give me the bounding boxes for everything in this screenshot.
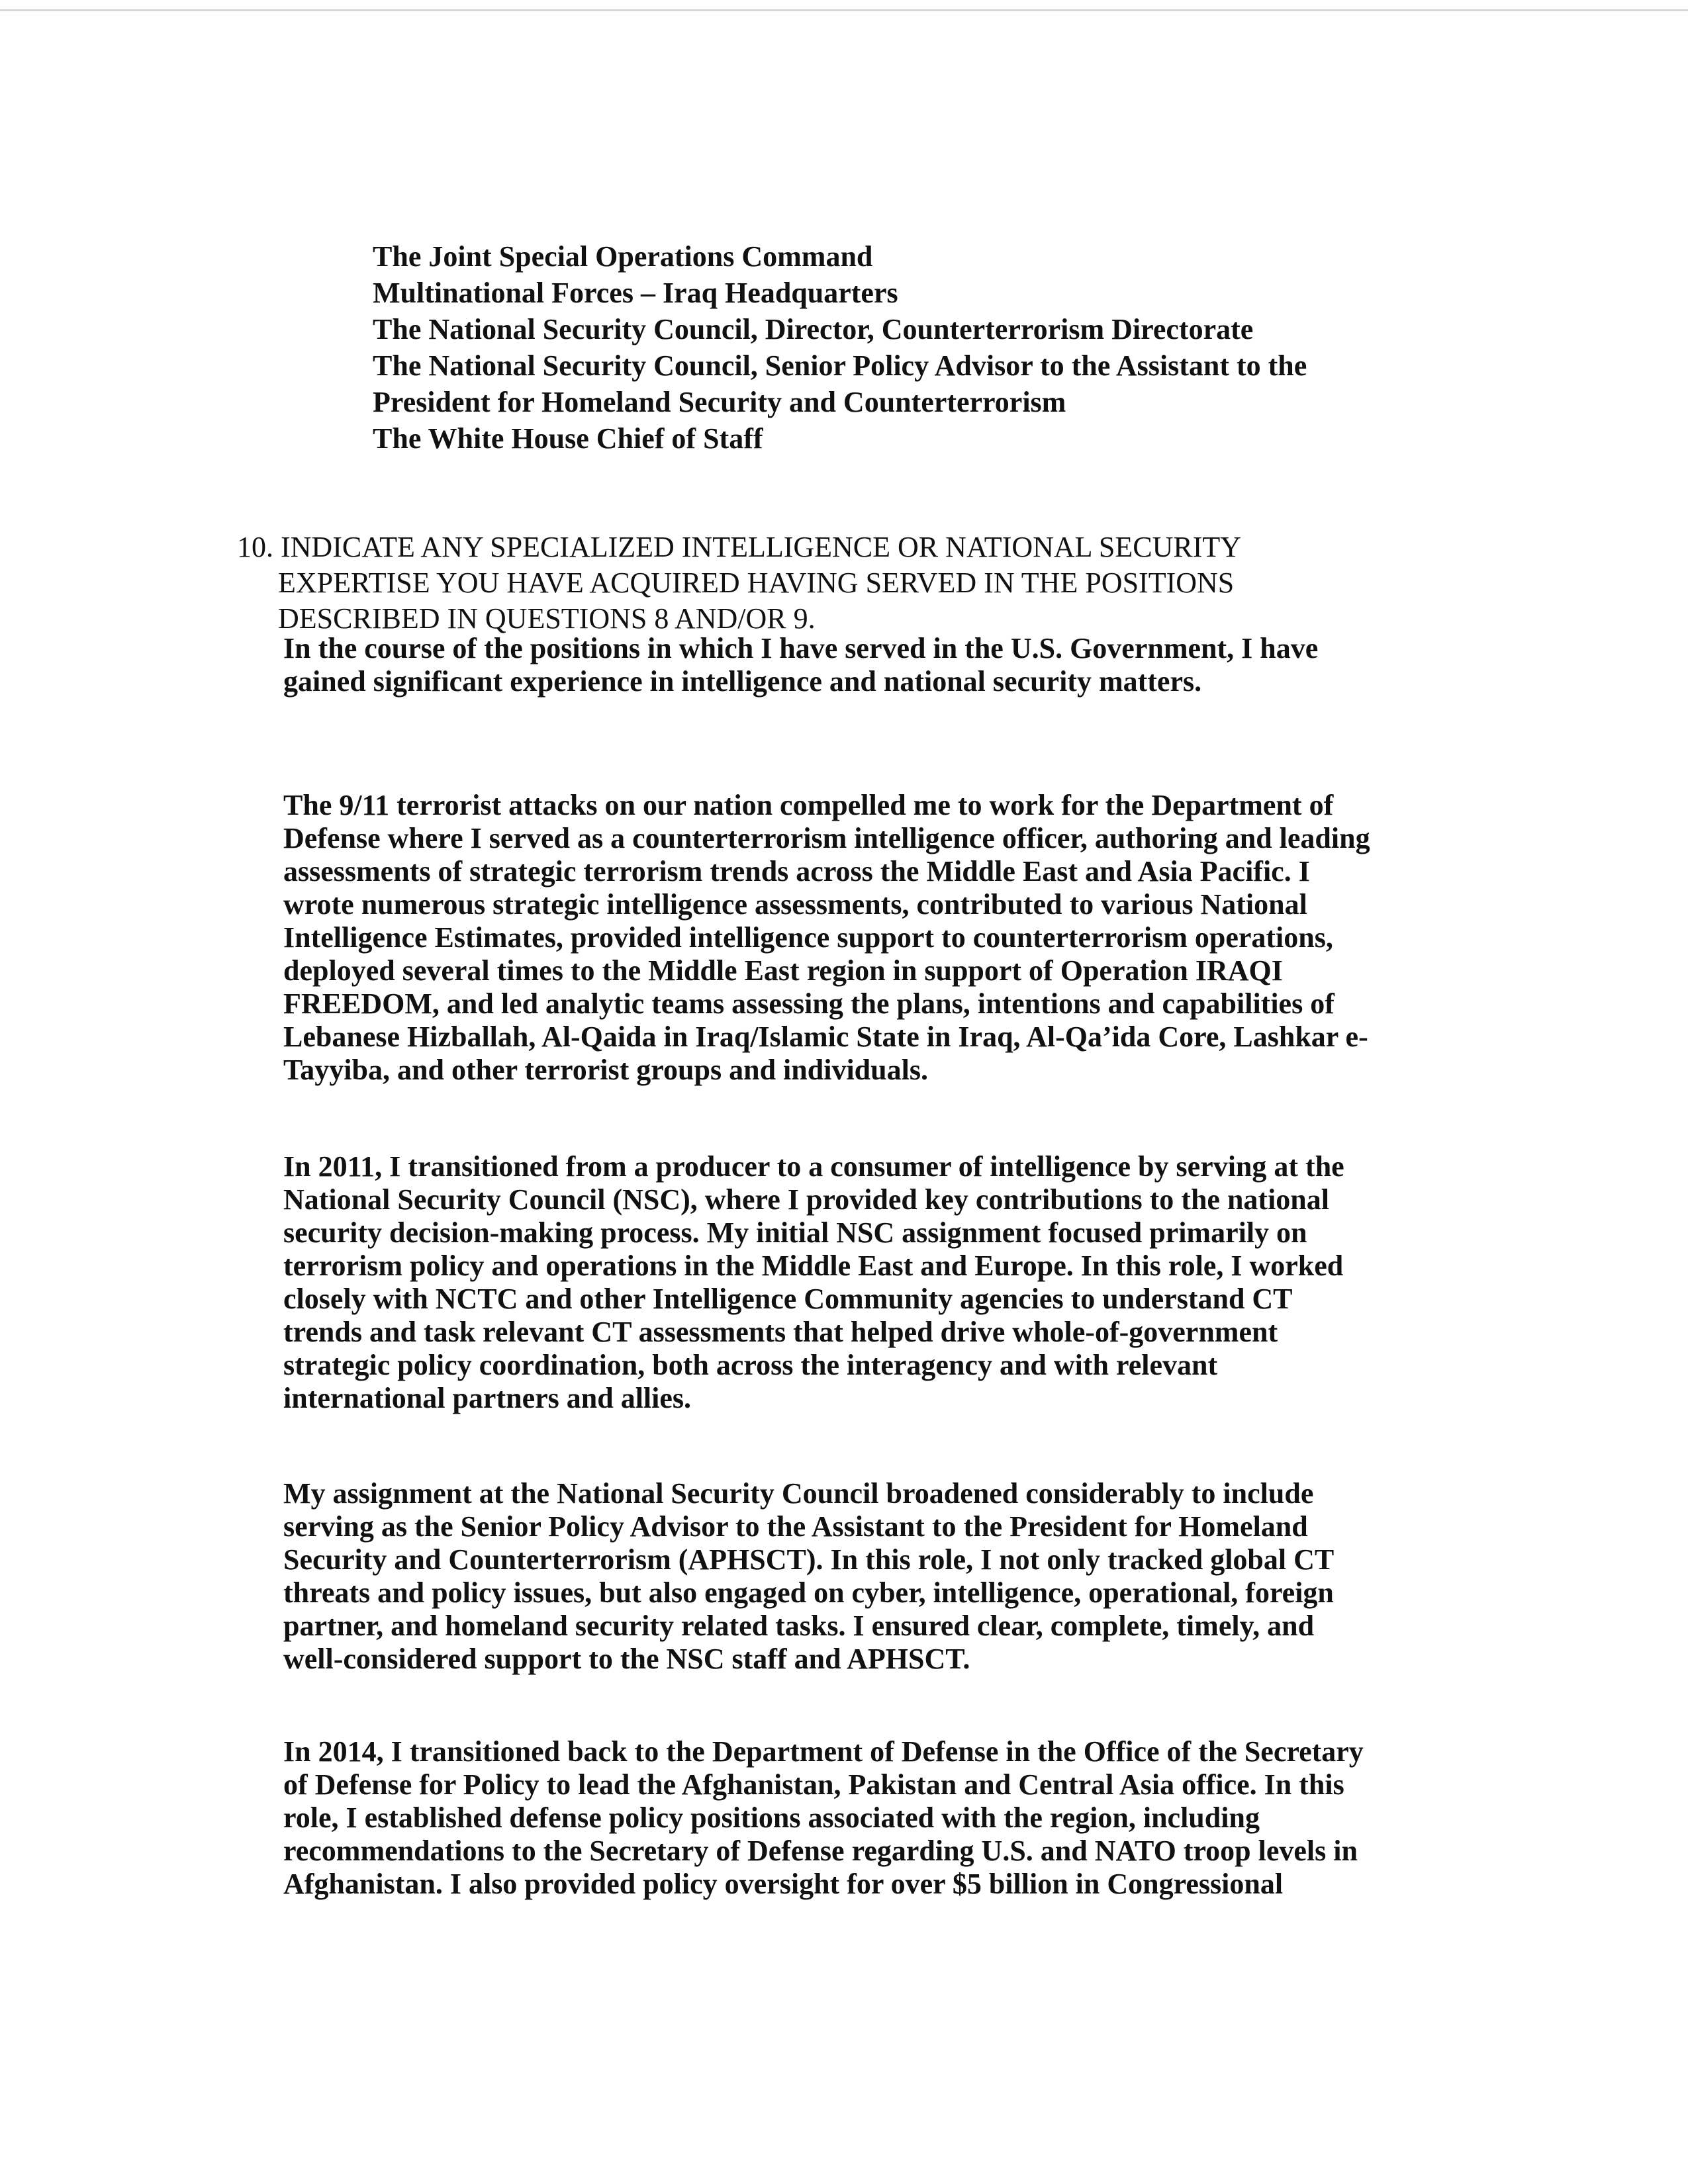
paragraph-line: international partners and allies.	[283, 1382, 692, 1414]
paragraph-line: well-considered support to the NSC staff and APHSCT.	[283, 1643, 970, 1675]
question-line: DESCRIBED IN QUESTIONS 8 AND/OR 9.	[278, 602, 816, 635]
paragraph-line: threats and policy issues, but also engaged on cyber, intelligence, operational, foreign	[283, 1576, 1334, 1609]
paragraph-line: My assignment at the National Security Council broadened considerably to include	[283, 1477, 1314, 1510]
answer-paragraph	[283, 1477, 1334, 1676]
paragraph-line: role, I established defense policy positions associated with the region, including	[283, 1801, 1260, 1834]
paragraph-line: assessments of strategic terrorism trends across the Middle East and Asia Pacific. I	[283, 855, 1310, 887]
paragraph-line: gained significant experience in intelligence and national security matters.	[283, 665, 1202, 698]
paragraph-line: serving as the Senior Policy Advisor to the Assistant to the President for Homeland	[283, 1510, 1308, 1543]
list-item: The National Security Council, Director, Counterterrorism Directorate	[373, 313, 1254, 345]
question-text: INDICATE ANY SPECIALIZED INTELLIGENCE OR NATIONAL SECURITY	[281, 531, 1242, 563]
positions-list	[373, 238, 1307, 457]
paragraph-line: Intelligence Estimates, provided intelligence support to counterterrorism operations,	[283, 921, 1333, 954]
paragraph-line: National Security Council (NSC), where I provided key contributions to the national	[283, 1183, 1330, 1216]
paragraph-line: Security and Counterterrorism (APHSCT). In this role, I not only tracked global CT	[283, 1543, 1335, 1576]
list-item: The National Security Council, Senior Policy Advisor to the Assistant to the	[373, 349, 1307, 382]
paragraph-line: terrorism policy and operations in the Middle East and Europe. In this role, I worked	[283, 1250, 1344, 1282]
question-line	[237, 529, 1241, 565]
paragraph-line: Tayyiba, and other terrorist groups and individuals.	[283, 1054, 928, 1086]
question-10	[237, 529, 1241, 637]
list-item: Multinational Forces – Iraq Headquarters	[373, 277, 898, 309]
answer-paragraph	[283, 1150, 1344, 1415]
question-number: 10.	[237, 531, 273, 563]
paragraph-line: partner, and homeland security related tasks. I ensured clear, complete, timely, and	[283, 1610, 1315, 1642]
answer-paragraph	[283, 789, 1370, 1087]
answer-paragraph	[283, 1735, 1364, 1901]
paragraph-line: security decision-making process. My initial NSC assignment focused primarily on	[283, 1216, 1307, 1249]
paragraph-line: of Defense for Policy to lead the Afghanistan, Pakistan and Central Asia office. In this	[283, 1768, 1344, 1801]
paragraph-line: recommendations to the Secretary of Defense regarding U.S. and NATO troop levels in	[283, 1835, 1358, 1867]
paragraph-line: wrote numerous strategic intelligence assessments, contributed to various National	[283, 888, 1307, 921]
list-item: The White House Chief of Staff	[373, 422, 763, 455]
paragraph-line: Afghanistan. I also provided policy oversight for over $5 billion in Congressional	[283, 1868, 1284, 1900]
paragraph-line: In 2011, I transitioned from a producer to a consumer of intelligence by serving at the	[283, 1150, 1344, 1183]
answer-paragraph	[283, 632, 1318, 698]
paragraph-line: deployed several times to the Middle East region in support of Operation IRAQI	[283, 954, 1283, 987]
paragraph-line: trends and task relevant CT assessments that helped drive whole-of-government	[283, 1316, 1278, 1348]
paragraph-line: closely with NCTC and other Intelligence Community agencies to understand CT	[283, 1283, 1293, 1315]
paragraph-line: In the course of the positions in which I have served in the U.S. Government, I have	[283, 632, 1319, 664]
list-item: President for Homeland Security and Counterterrorism	[373, 386, 1066, 418]
paragraph-line: FREEDOM, and led analytic teams assessing the plans, intentions and capabilities of	[283, 987, 1335, 1020]
paragraph-line: The 9/11 terrorist attacks on our nation compelled me to work for the Department of	[283, 789, 1334, 821]
list-item: The Joint Special Operations Command	[373, 240, 873, 273]
paragraph-line: strategic policy coordination, both across the interagency and with relevant	[283, 1349, 1218, 1381]
paragraph-line: Lebanese Hizballah, Al-Qaida in Iraq/Islamic State in Iraq, Al-Qa’ida Core, Lashkar e-	[283, 1021, 1368, 1053]
question-line: EXPERTISE YOU HAVE ACQUIRED HAVING SERVED IN THE POSITIONS	[278, 567, 1235, 599]
paragraph-line: In 2014, I transitioned back to the Department of Defense in the Office of the Secretary	[283, 1735, 1364, 1768]
page-top-edge	[0, 9, 1688, 11]
paragraph-line: Defense where I served as a counterterrorism intelligence officer, authoring and leading	[283, 822, 1370, 854]
